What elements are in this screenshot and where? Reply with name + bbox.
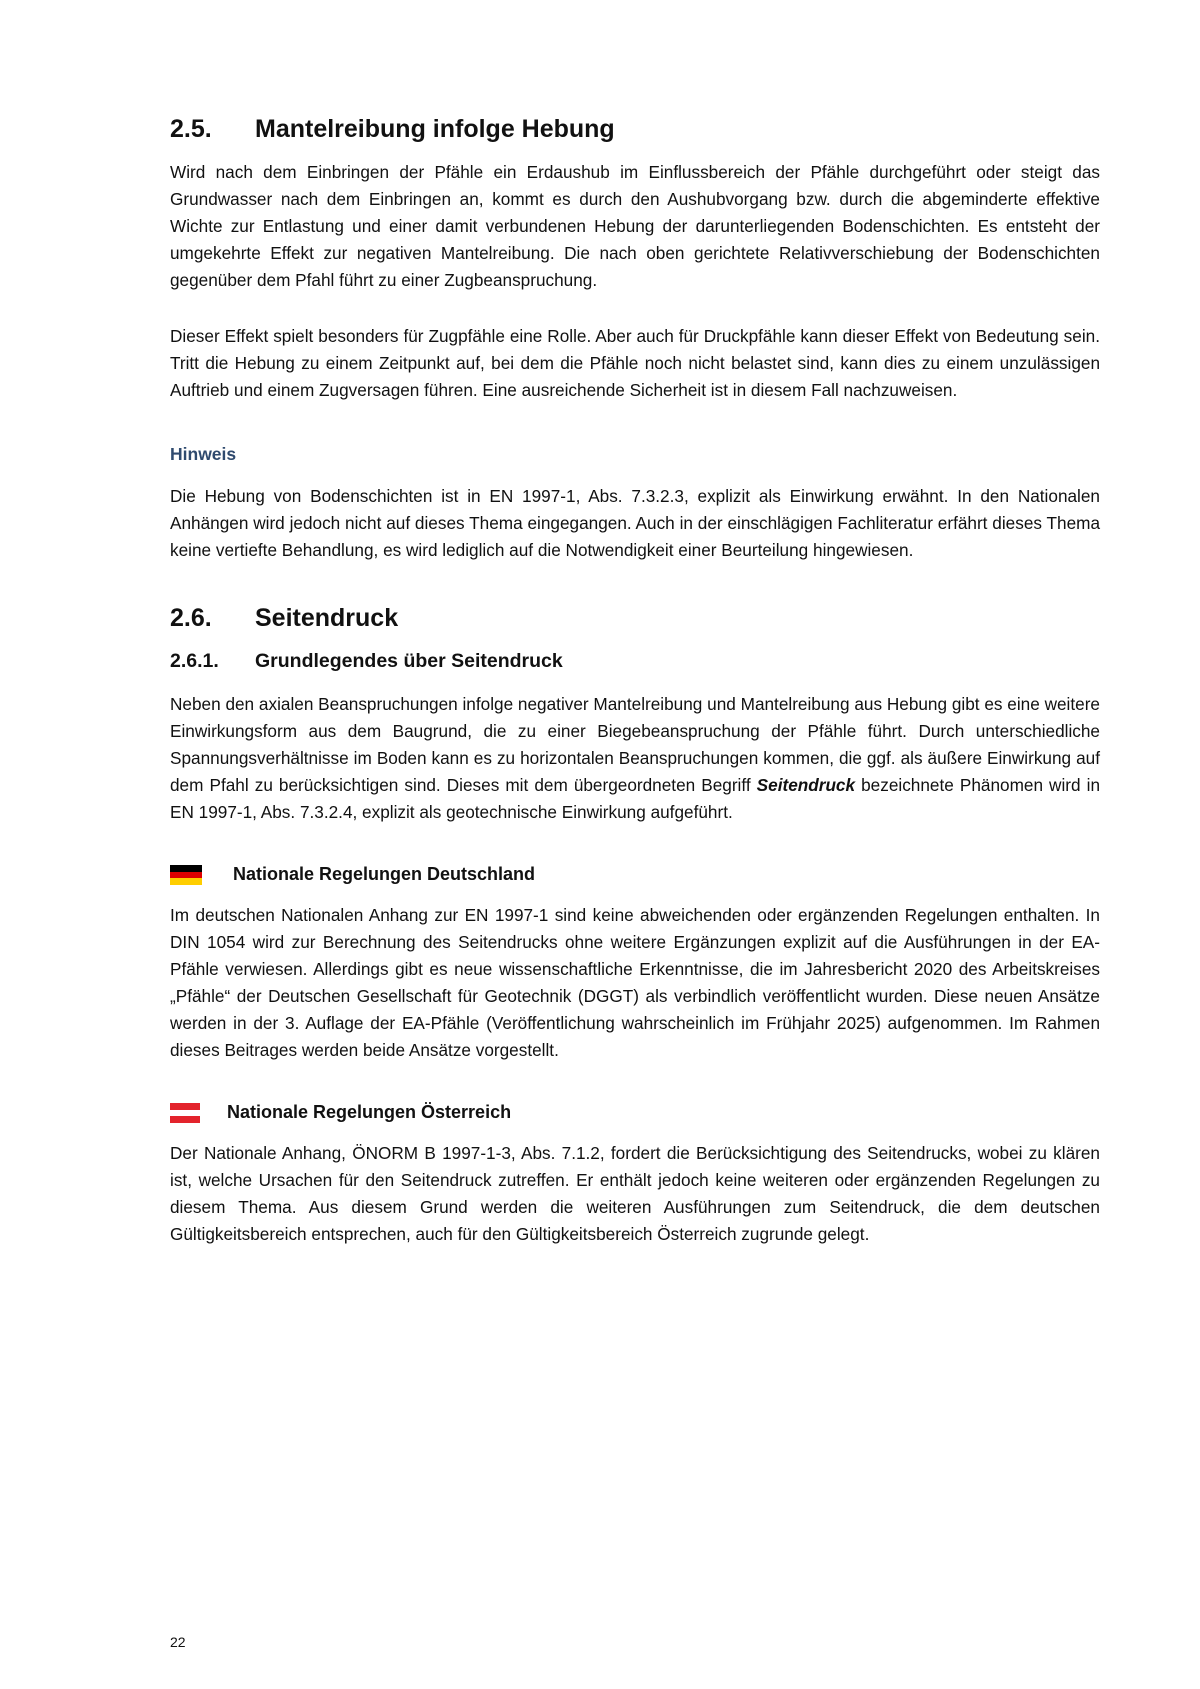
subsection-number: 2.6.1. [170, 650, 219, 672]
austria-regulations-paragraph: Der Nationale Anhang, ÖNORM B 1997-1-3, Abs. 7.1.2, fordert die Berücksichtigung des Seitendrucks, wobei zu klären ist, welche Ursachen für den Seitendruck zutreffen. Er enthält jedoch keine weiteren oder ergänzenden Regelungen zu diesem Thema. Aus diesem Grund werden die weiteren Ausführungen zum Seitendruck, die dem deutschen Gültigkeitsbereich entsprechen, auch für den Gültigkeitsbereich Österreich zugrunde gelegt. [170, 1143, 1100, 1244]
germany-regulations-paragraph: Im deutschen Nationalen Anhang zur EN 1997-1 sind keine abweichenden oder ergänzenden Regelungen enthalten. In DIN 1054 wird zur Berechnung des Seitendrucks ohne weitere Ergänzungen explizit auf die Ausführungen in der EA-Pfähle verwiesen. Allerdings gibt es neue wissenschaftliche Erkenntnisse, die im Jahresbericht 2020 des Arbeitskreises „Pfähle“ der Deutschen Gesellschaft für Geotechnik (DGGT) als verbindlich veröffentlicht wurden. Diese neuen Ansätze werden in der 3. Auflage der EA-Pfähle (Veröffentlichung wahrscheinlich im Frühjahr 2025) aufgenommen. Im Rahmen dieses Beitrages werden beide Ansätze vorgestellt. [170, 905, 1100, 1060]
germany-flag-icon [170, 865, 202, 885]
paragraph-text-part-1: Neben den axialen Beanspruchungen infolge negativer Mantelreibung und Mantelreibung aus Hebung gibt es eine weitere Einwirkungsform aus dem Baugrund, die zu einer Biegebeanspruchung der Pfähle führt. Durch unterschiedliche Spannungsverhältnisse im Boden kann es zu horizontalen Beanspruchungen kommen, die ggf. als äußere Einwirkung auf dem Pfahl zu berücksichtigen sind. Dieses mit dem übergeordneten Begriff [170, 694, 1100, 795]
flag-stripe [170, 865, 202, 872]
flag-stripe [170, 878, 202, 885]
section-2-6-1-heading [170, 650, 1100, 673]
page-number: 22 [170, 1634, 186, 1650]
section-title: Mantelreibung infolge Hebung [255, 115, 615, 143]
hint-label: Hinweis [170, 444, 237, 464]
austria-regulations-title: Nationale Regelungen Österreich [227, 1102, 512, 1122]
flag-stripe [170, 1110, 200, 1117]
section-2-6-1-paragraph [170, 691, 1100, 826]
flag-stripe [170, 1116, 200, 1123]
section-number: 2.6. [170, 604, 212, 632]
emphasized-term: Seitendruck [756, 775, 856, 795]
section-number: 2.5. [170, 115, 212, 143]
section-2-5-heading [170, 115, 1100, 144]
subsection-title: Grundlegendes über Seitendruck [255, 650, 563, 672]
hint-paragraph: Die Hebung von Bodenschichten ist in EN 1997-1, Abs. 7.3.2.3, explizit als Einwirkung erwähnt. In den Nationalen Anhängen wird jedoch nicht auf dieses Thema eingegangen. Auch in der einschlägigen Fachliteratur erfährt dieses Thema keine vertiefte Behandlung, es wird lediglich auf die Notwendigkeit einer Beurteilung hingewiesen. [170, 486, 1100, 560]
flag-stripe [170, 872, 202, 879]
section-2-6-heading [170, 604, 1100, 633]
austria-flag-icon [170, 1103, 200, 1123]
section-title: Seitendruck [255, 604, 399, 632]
section-2-5-paragraph-2: Dieser Effekt spielt besonders für Zugpfähle eine Rolle. Aber auch für Druckpfähle kann dieser Effekt von Bedeutung sein. Tritt die Hebung zu einem Zeitpunkt auf, bei dem die Pfähle noch nicht belastet sind, kann dies zu einem unzulässigen Auftrieb und einem Zugversagen führen. Eine ausreichende Sicherheit ist in diesem Fall nachzuweisen. [170, 326, 1100, 400]
germany-regulations-title: Nationale Regelungen Deutschland [233, 864, 536, 884]
paragraph-text-part-2: bezeichnete Phänomen wird in EN 1997-1, Abs. 7.3.2.4, explizit als geotechnische Einwirkung aufgeführt. [170, 775, 1101, 822]
flag-stripe [170, 1103, 200, 1110]
section-2-5-paragraph-1: Wird nach dem Einbringen der Pfähle ein Erdaushub im Einflussbereich der Pfähle durchgeführt oder steigt das Grundwasser nach dem Einbringen an, kommt es durch den Aushubvorgang bzw. durch die abgeminderte effektive Wichte zur Entlastung und einer damit verbundenen Hebung der darunterliegenden Bodenschichten. Es entsteht der umgekehrte Effekt zur negativen Mantelreibung. Die nach oben gerichtete Relativverschiebung der Bodenschichten gegenüber dem Pfahl führt zu einer Zugbeanspruchung. [170, 162, 1100, 290]
